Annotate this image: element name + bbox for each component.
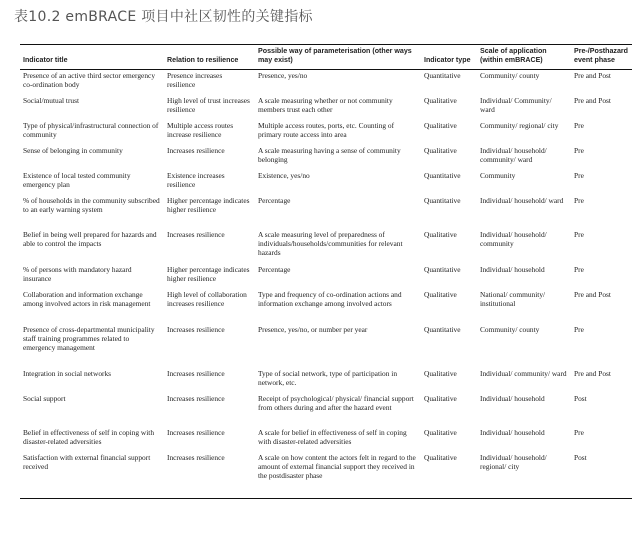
- cell-parameterisation: Percentage: [258, 196, 291, 205]
- cell-parameterisation: Type and frequency of co-ordination actions and information exchange among involved actors: [258, 290, 402, 308]
- cell-indicator-title: % of persons with mandatory hazard insurance: [23, 265, 132, 283]
- cell-event-phase: Pre and Post: [574, 71, 611, 80]
- cell-relation: Increases resilience: [167, 394, 225, 403]
- cell-scale: National/ community/ institutional: [480, 290, 546, 308]
- cell-indicator-type: Quantitative: [424, 325, 461, 334]
- cell-indicator-type: Qualitative: [424, 394, 457, 403]
- indicator-table-container: [20, 44, 632, 499]
- cell-event-phase: Pre and Post: [574, 369, 611, 378]
- cell-relation: Increases resilience: [167, 369, 225, 378]
- cell-indicator-title: Sense of belonging in community: [23, 146, 123, 155]
- cell-indicator-title: Belief in being well prepared for hazards and able to control the impacts: [23, 230, 157, 248]
- cell-scale: Individual/ household/ community/ ward: [480, 146, 547, 164]
- table-row: [20, 266, 632, 291]
- cell-indicator-type: Quantitative: [424, 265, 461, 274]
- cell-relation: Higher percentage indicates higher resilience: [167, 265, 250, 283]
- table-row: [20, 370, 632, 395]
- cell-indicator-type: Qualitative: [421, 454, 477, 499]
- table-row: [20, 172, 632, 197]
- cell-indicator-type: Qualitative: [424, 96, 457, 105]
- table-body: [20, 70, 632, 499]
- cell-relation: Increases resilience: [167, 146, 225, 155]
- cell-scale: Individual/ household/ regional/ city: [477, 454, 571, 499]
- cell-indicator-title: Existence of local tested community emergency plan: [23, 171, 131, 189]
- cell-indicator-title: Social support: [23, 394, 66, 403]
- cell-parameterisation: Presence, yes/no: [258, 71, 308, 80]
- cell-event-phase: Pre: [574, 230, 584, 239]
- cell-indicator-type: Qualitative: [424, 121, 457, 130]
- cell-relation: Existence increases resilience: [167, 171, 225, 189]
- cell-event-phase: Pre and Post: [574, 96, 611, 105]
- cell-event-phase: Pre: [574, 428, 584, 437]
- header-scale-of-application: Scale of application (within emBRACE): [477, 45, 571, 70]
- cell-relation: Increases resilience: [167, 325, 225, 334]
- table-row: [20, 122, 632, 147]
- cell-relation: Increases resilience: [167, 230, 225, 239]
- table-row: [20, 395, 632, 429]
- cell-relation: Increases resilience: [164, 454, 255, 499]
- cell-relation: High level of trust increases resilience: [167, 96, 250, 114]
- cell-event-phase: Pre: [574, 121, 584, 130]
- cell-scale: Individual/ household/ ward: [480, 196, 564, 205]
- cell-scale: Individual/ household: [480, 265, 545, 274]
- cell-scale: Community: [480, 171, 516, 180]
- cell-event-phase: Post: [571, 454, 632, 499]
- cell-event-phase: Pre: [574, 265, 584, 274]
- cell-indicator-title: Social/mutual trust: [23, 96, 80, 105]
- cell-indicator-type: Quantitative: [424, 171, 461, 180]
- cell-indicator-type: Qualitative: [424, 290, 457, 299]
- cell-indicator-title: Presence of an active third sector emergency co-ordination body: [23, 71, 156, 89]
- cell-scale: Individual/ household: [480, 428, 545, 437]
- cell-indicator-title: Belief in effectiveness of self in coping with disaster-related adversities: [23, 428, 155, 446]
- cell-parameterisation: A scale measuring whether or not community members trust each other: [258, 96, 393, 114]
- table-row: [20, 429, 632, 454]
- cell-indicator-type: Qualitative: [424, 230, 457, 239]
- cell-parameterisation: Multiple access routes, ports, etc. Counting of primary route access into area: [258, 121, 395, 139]
- header-relation-to-resilience: Relation to resilience: [164, 45, 255, 70]
- cell-event-phase: Pre: [574, 196, 584, 205]
- cell-scale: Individual/ community/ ward: [480, 369, 567, 378]
- cell-parameterisation: A scale measuring having a sense of community belonging: [258, 146, 401, 164]
- cell-scale: Community/ county: [480, 325, 540, 334]
- table-row: [20, 97, 632, 122]
- cell-relation: Multiple access routes increase resilience: [167, 121, 234, 139]
- table-row: [20, 326, 632, 370]
- cell-indicator-type: Qualitative: [424, 428, 457, 437]
- cell-indicator-type: Qualitative: [424, 369, 457, 378]
- cell-relation: Increases resilience: [167, 428, 225, 437]
- cell-indicator-title: Type of physical/infrastructural connection of community: [23, 121, 159, 139]
- indicator-table: [20, 44, 632, 499]
- table-row: [20, 454, 632, 499]
- cell-indicator-title: Presence of cross-departmental municipality staff training programmes related to emergency management: [23, 325, 155, 352]
- cell-scale: Individual/ household: [480, 394, 545, 403]
- cell-scale: Community/ regional/ city: [480, 121, 559, 130]
- header-indicator-title: Indicator title: [20, 45, 164, 70]
- cell-parameterisation: A scale measuring level of preparedness of individuals/households/communities for relevant hazards: [258, 230, 403, 257]
- cell-event-phase: Pre: [574, 171, 584, 180]
- header-row: [20, 45, 632, 70]
- cell-parameterisation: Existence, yes/no: [258, 171, 310, 180]
- table-row: [20, 197, 632, 231]
- table-header: [20, 45, 632, 70]
- cell-indicator-type: Qualitative: [424, 146, 457, 155]
- table-row: [20, 147, 632, 172]
- cell-event-phase: Pre and Post: [574, 290, 611, 299]
- cell-event-phase: Pre: [574, 325, 584, 334]
- cell-indicator-title: Satisfaction with external financial support received: [20, 454, 164, 499]
- header-event-phase: Pre-/Posthazard event phase: [571, 45, 632, 70]
- cell-parameterisation: Presence, yes/no, or number per year: [258, 325, 368, 334]
- cell-indicator-type: Quantitative: [424, 71, 461, 80]
- cell-parameterisation: Receipt of psychological/ physical/ financial support from others during and after the hazard event: [258, 394, 414, 412]
- table-row: [20, 70, 632, 98]
- cell-indicator-title: Integration in social networks: [23, 369, 112, 378]
- cell-scale: Individual/ household/ community: [480, 230, 547, 248]
- cell-indicator-type: Quantitative: [424, 196, 461, 205]
- cell-relation: High level of collaboration increases resilience: [167, 290, 247, 308]
- header-parameterisation: Possible way of parameterisation (other ways may exist): [255, 45, 421, 70]
- cell-indicator-title: % of households in the community subscribed to an early warning system: [23, 196, 160, 214]
- cell-parameterisation: Type of social network, type of participation in network, etc.: [258, 369, 398, 387]
- table-row: [20, 291, 632, 326]
- cell-relation: Presence increases resilience: [167, 71, 223, 89]
- cell-relation: Higher percentage indicates higher resilience: [167, 196, 250, 214]
- header-indicator-type: Indicator type: [421, 45, 477, 70]
- table-row: [20, 231, 632, 266]
- cell-scale: Community/ county: [480, 71, 540, 80]
- cell-parameterisation: A scale for belief in effectiveness of self in coping with disaster-related adversities: [258, 428, 407, 446]
- page-title: 表10.2 emBRACE 项目中社区韧性的关键指标: [14, 9, 313, 25]
- cell-indicator-title: Collaboration and information exchange among involved actors in risk management: [23, 290, 151, 308]
- cell-event-phase: Pre: [574, 146, 584, 155]
- cell-parameterisation: Percentage: [258, 265, 291, 274]
- cell-scale: Individual/ Community/ ward: [480, 96, 552, 114]
- cell-event-phase: Post: [574, 394, 587, 403]
- cell-parameterisation: A scale on how content the actors felt in regard to the amount of external financial support they received in the postdisaster phase: [255, 454, 421, 499]
